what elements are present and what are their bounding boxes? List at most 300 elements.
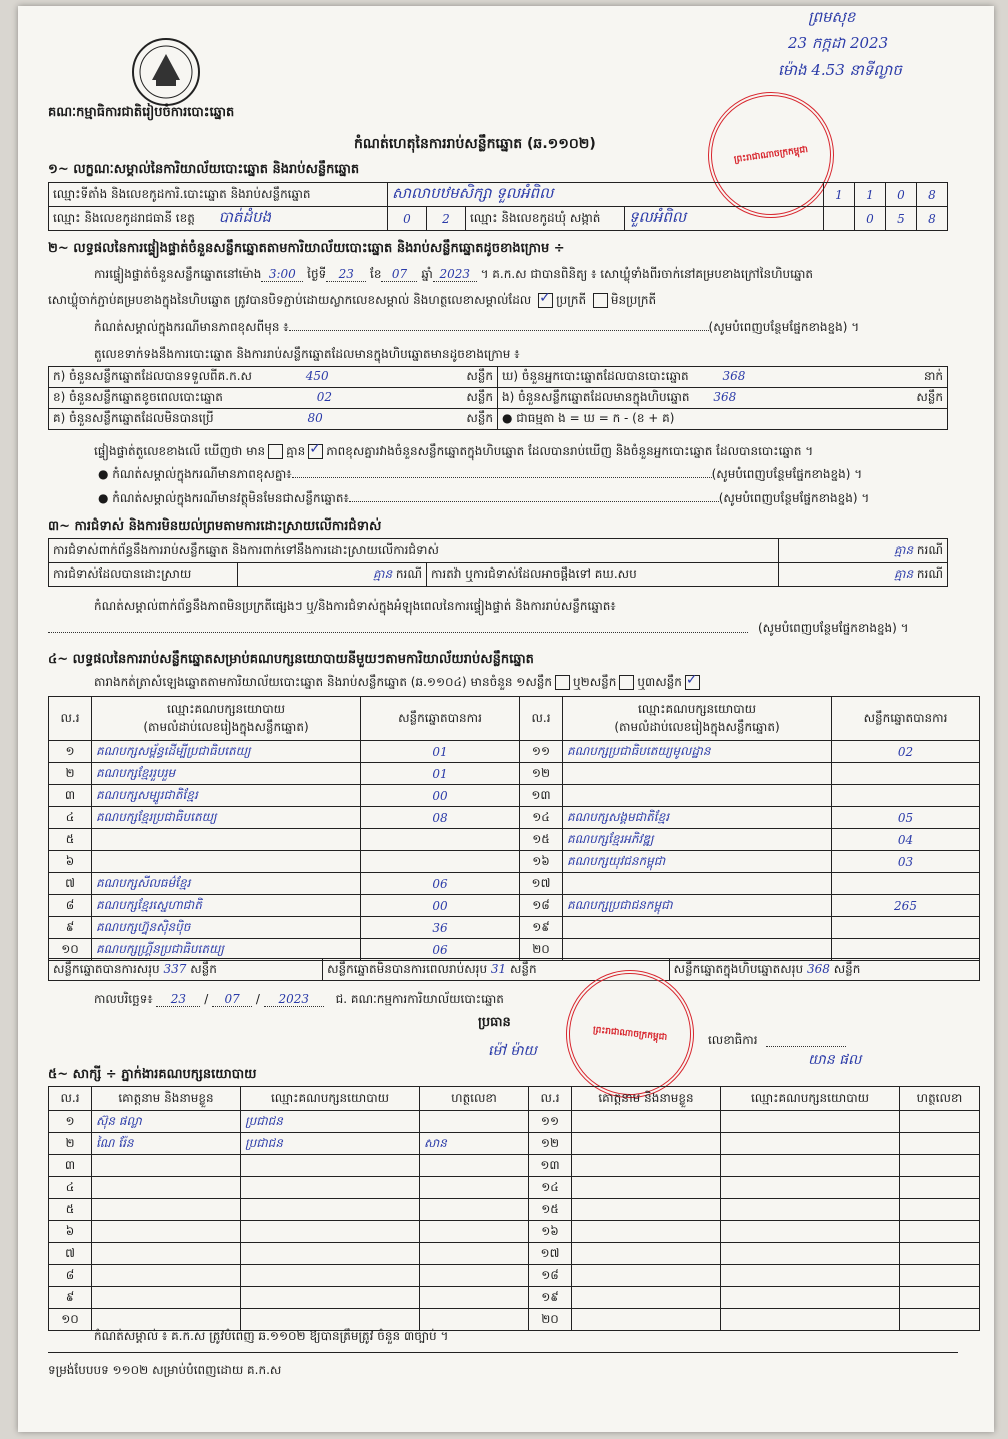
witness-name-right (572, 1221, 721, 1243)
section3-note: កំណត់សម្គាល់ពាក់ព័ន្ធនឹងភាពមិនប្រក្រតីផ្សេងៗ ឬ/និងការជំទាស់ក្នុងអំឡុងពេលនៃការផ្ទៀងផ្ទាត់ និងការរាប់សន្លឹកឆ្នោត៖ (94, 599, 616, 613)
count-e-value: 368 (713, 390, 737, 404)
witness-name-right (572, 1287, 721, 1309)
party-votes-right: 265 (832, 895, 980, 917)
code-digit: 8 (917, 183, 948, 207)
date-line: កាលបរិច្ឆេទ៖ 23 / 07 / 2023 ជ. គណៈកម្មការការិយាល័យបោះឆ្នោត (94, 992, 504, 1006)
witness-no-right: ១៤ (529, 1177, 572, 1199)
secretary-line (766, 1032, 846, 1047)
objection-row1-value-cell (779, 539, 948, 563)
witness-name-left: ណៃ រ៉ែន (92, 1133, 241, 1155)
party-votes-left: 36 (361, 917, 520, 939)
one-sheet-checkbox[interactable] (555, 675, 570, 690)
table-row (49, 1221, 980, 1243)
witness-sign-right (900, 1265, 980, 1287)
witness-party-right (721, 1265, 900, 1287)
party-votes-right: 04 (832, 829, 980, 851)
witness-name-left (92, 1199, 241, 1221)
form-sheet (18, 6, 994, 1432)
two-sheet-label: ឬ២សន្លឹក (573, 675, 617, 689)
party-votes-right (832, 873, 980, 895)
witness-no-right: ១៧ (529, 1243, 572, 1265)
witness-no-right: ១៩ (529, 1287, 572, 1309)
witness-no-left: ១ (49, 1111, 92, 1133)
count-d-unit: នាក់ (923, 369, 943, 383)
witness-no-right: ១២ (529, 1133, 572, 1155)
witness-name-right (572, 1309, 721, 1331)
objection-table (48, 538, 948, 587)
witness-sign-right (900, 1287, 980, 1309)
commune-label: ឈ្មោះ និងលេខកូដឃុំ សង្កាត់ (466, 207, 625, 231)
witness-sign-left (420, 1287, 529, 1309)
no-diff-label: គ្មាន (286, 444, 306, 458)
witness-party-left (241, 1265, 420, 1287)
witness-sign-right (900, 1309, 980, 1331)
party-name-left: គណបក្សហ្គ្រីនប្រជាធិបតេយ្យ (92, 939, 361, 961)
count-d-cell (498, 367, 948, 388)
table-row (49, 873, 980, 895)
commune-code-digit: 0 (855, 207, 886, 231)
province-code-digit: 2 (427, 207, 466, 231)
witness-no-left: ៤ (49, 1177, 92, 1199)
col-party-right-title: ឈ្មោះគណបក្សនយោបាយ (637, 701, 757, 716)
witness-col-name-right: គោត្តនាម និងនាមខ្លួន (572, 1087, 721, 1111)
stamp-text: ព្រះរាជាណាចក្រកម្ពុជា (733, 144, 809, 165)
witness-party-right (721, 1111, 900, 1133)
witness-name-right (572, 1177, 721, 1199)
witness-no-left: ៧ (49, 1243, 92, 1265)
party-no-left: ៧ (49, 873, 92, 895)
witness-party-left (241, 1155, 420, 1177)
date-year: 2023 (264, 992, 324, 1007)
count-b-unit: សន្លឹក (466, 390, 493, 404)
party-votes-right (832, 917, 980, 939)
party-name-left: គណបក្សសម្ព័ន្ធដើម្បីប្រជាធិបតេយ្យ (92, 741, 361, 763)
witness-party-left (241, 1199, 420, 1221)
table-row (49, 851, 980, 873)
party-votes-left: 01 (361, 763, 520, 785)
difference-note (94, 319, 859, 337)
chair-label: ប្រធាន (478, 1015, 511, 1030)
witness-party-right (721, 1287, 900, 1309)
objection-row1-unit: ករណី (916, 542, 943, 557)
commune-value: ទួលអំពិល (625, 207, 824, 231)
party-no-right: ១១ (520, 741, 563, 763)
party-no-left: ៨ (49, 895, 92, 917)
section3-title: ៣~ ការជំទាស់ និងការមិនយល់ព្រមតាមការដោះស្រាយលើការជំទាស់ (48, 519, 382, 534)
witness-name-left: ស៊ុន ផល្លា (92, 1111, 241, 1133)
verification-day-label: ថ្ងៃទី (307, 267, 327, 281)
difference-note-field[interactable] (289, 330, 709, 331)
secretary-label: លេខាធិការ (708, 1033, 758, 1047)
appeal-value: គ្មាន (894, 566, 914, 581)
three-sheet-checkbox[interactable] (685, 675, 700, 690)
comparison-after: ភាពខុសគ្នារវាងចំនួនសន្លឹកឆ្នោតក្នុងហិបឆ្នោត ដែលបានរាប់ឃើញ និងចំនួនអ្នកបោះឆ្នោត ដែលបានបោះឆ្នោត ។ (326, 444, 814, 458)
party-votes-left (361, 829, 520, 851)
total-box-label: សន្លឹកឆ្នោតក្នុងហិបឆ្នោតសរុប (673, 961, 804, 976)
verification-year: 2023 (433, 267, 477, 282)
official-stamp-bottom (560, 964, 701, 1105)
party-name-left: គណបក្សខ្មែរស្នេហាជាតិ (92, 895, 361, 917)
witness-sign-right (900, 1221, 980, 1243)
verification-line1 (94, 266, 974, 284)
three-sheet-label: ឬ៣សន្លឹក (637, 675, 682, 689)
party-votes-left: 00 (361, 895, 520, 917)
count-a-value: 450 (305, 369, 329, 383)
date-day: 23 (156, 992, 200, 1007)
party-no-left: ៦ (49, 851, 92, 873)
party-no-left: ៣ (49, 785, 92, 807)
comparison-line (94, 443, 813, 461)
witness-no-left: ២ (49, 1133, 92, 1155)
col-votes-right: សន្លឹកឆ្នោតបានការ (832, 697, 980, 741)
witness-name-left (92, 1155, 241, 1177)
count-a-unit: សន្លឹក (466, 369, 493, 383)
verification-year-label: ឆ្នាំ (421, 267, 433, 281)
witness-col-party-right: ឈ្មោះគណបក្សនយោបាយ (721, 1087, 900, 1111)
party-votes-right (832, 785, 980, 807)
table-row (49, 829, 980, 851)
party-no-right: ១២ (520, 763, 563, 785)
total-valid-label: សន្លឹកឆ្នោតបានការសរុប (53, 961, 160, 976)
witness-name-left (92, 1287, 241, 1309)
bullet1-label: ● កំណត់សម្គាល់ក្នុងករណីមានភាពខុសគ្នា៖ (98, 467, 292, 481)
commune-code-digit: 8 (917, 207, 948, 231)
count-c-value: 80 (307, 411, 323, 425)
party-no-left: ១ (49, 741, 92, 763)
count-c-unit: សន្លឹក (466, 411, 493, 425)
witness-name-left (92, 1243, 241, 1265)
col-party-left-title: ឈ្មោះគណបក្សនយោបាយ (166, 701, 286, 716)
count-d-value: 368 (722, 369, 746, 383)
party-name-left: គណបក្សសម្បូរជាតិខ្មែរ (92, 785, 361, 807)
resolved-label: ការជំទាស់ដែលបានដោះស្រាយ (49, 563, 238, 587)
date-month: 07 (212, 992, 252, 1007)
witness-name-right (572, 1111, 721, 1133)
witness-col-no-left: ល.រ (49, 1087, 92, 1111)
normal-label: ប្រក្រតី (556, 293, 587, 307)
col-no-right: ល.រ (520, 697, 563, 741)
receipt-note-line1: ព្រមសុខ (808, 8, 856, 26)
count-a-label: ក) ចំនួនសន្លឹកឆ្នោតដែលបានទទួលពីគ.ក.ស (53, 369, 252, 383)
footer-text: ទម្រង់បែបបទ ១១០២ សម្រាប់បំពេញដោយ គ.ក.ស (48, 1363, 282, 1377)
normal-checkbox[interactable] (538, 293, 553, 308)
count-b-cell (49, 388, 498, 409)
witness-sign-left (420, 1221, 529, 1243)
party-name-left (92, 851, 361, 873)
witness-name-left (92, 1177, 241, 1199)
witness-name-left (92, 1221, 241, 1243)
party-no-right: ១៥ (520, 829, 563, 851)
verification-text-b: ។ គ.ក.ស ជាបានពិនិត្យ ៖ សោឃ្លុំទាំងពីរចាក់នៅគម្របខាងក្រៅនៃហិបឆ្នោត (480, 267, 814, 281)
verification-line2 (48, 292, 656, 310)
section2-title: ២~ លទ្ធផលនៃការផ្ទៀងផ្ទាត់ចំនួនសន្លឹកឆ្នោតតាមការិយាល័យបោះឆ្នោត និងរាប់សន្លឹកឆ្នោតដូចខាងក្រោម ÷ (48, 241, 565, 256)
formula-cell (498, 409, 948, 430)
bullet2-field[interactable] (349, 501, 719, 502)
no-diff-checkbox[interactable] (308, 444, 323, 459)
total-valid-unit: សន្លឹក (190, 961, 217, 976)
witness-no-right: ២០ (529, 1309, 572, 1331)
date-label: កាលបរិច្ឆេទ៖ (94, 992, 153, 1006)
footnote: កំណត់សម្គាល់ ៖ គ.ក.ស ត្រូវបំពេញ ឆ.១១០២ ឱ្យបានត្រឹមត្រូវ ចំនួន ៣ច្បាប់ ។ (94, 1329, 449, 1343)
stamp-text-bottom: ព្រះរាជាណាចក្រកម្ពុជា (592, 1024, 668, 1043)
empty-cell (824, 207, 855, 231)
party-name-right: គណបក្សប្រជាធិបតេយ្យមូលដ្ឋាន (563, 741, 832, 763)
witness-no-left: ៦ (49, 1221, 92, 1243)
table-row (49, 895, 980, 917)
col-party-left (92, 697, 361, 741)
party-name-left: គណបក្សហ្វ៊ុនស៊ិនប៉ិច (92, 917, 361, 939)
difference-note-label: កំណត់សម្គាល់ក្នុងករណីមានភាពខុសពីមុន ៖ (94, 320, 289, 334)
witness-sign-left: សាន (420, 1133, 529, 1155)
verification-time: 3:00 (261, 267, 303, 282)
formula-text: ● ជាធម្មតា ង = ឃ = ក - (ខ + គ) (502, 411, 675, 425)
count-d-label: ឃ) ចំនួនអ្នកបោះឆ្នោតដែលបានបោះឆ្នោត (502, 369, 689, 383)
col-votes-left: សន្លឹកឆ្នោតបានការ (361, 697, 520, 741)
witness-no-right: ១៥ (529, 1199, 572, 1221)
witness-no-left: ៨ (49, 1265, 92, 1287)
province-label-text: ឈ្មោះ និងលេខកូដរាជធានី ខេត្ត (53, 210, 195, 225)
resolved-value-cell (238, 563, 427, 587)
witness-no-left: ៩ (49, 1287, 92, 1309)
total-valid-cell (49, 959, 323, 981)
code-digit: 0 (886, 183, 917, 207)
table-row (49, 807, 980, 829)
code-digit: 1 (824, 183, 855, 207)
party-no-left: ២ (49, 763, 92, 785)
total-invalid-unit: សន្លឹក (510, 961, 537, 976)
witness-name-right (572, 1243, 721, 1265)
org-name: គណៈកម្មាធិការជាតិរៀបចំការបោះឆ្នោត (48, 105, 235, 120)
witness-sign-left (420, 1265, 529, 1287)
party-name-right: គណបក្សប្រជាជនកម្ពុជា (563, 895, 832, 917)
witness-name-left (92, 1265, 241, 1287)
party-name-left: គណបក្សខ្មែរប្រជាធិបតេយ្យ (92, 807, 361, 829)
party-votes-right: 02 (832, 741, 980, 763)
location-label: ឈ្មោះទីតាំង និងលេខកូដការិ.បោះឆ្នោត និងរាប់សន្លឹកឆ្នោត (49, 183, 388, 207)
witness-party-left (241, 1287, 420, 1309)
party-no-left: ១០ (49, 939, 92, 961)
count-e-unit: សន្លឹក (916, 390, 943, 404)
province-value: បាត់ដំបង (218, 207, 272, 226)
table-row (49, 917, 980, 939)
bullet2-hint: (សូមបំពេញបន្ថែមផ្នែកខាងខ្នង) ។ (718, 491, 870, 505)
commune-code-digit: 5 (886, 207, 917, 231)
witness-col-party-left: ឈ្មោះគណបក្សនយោបាយ (241, 1087, 420, 1111)
table-row (49, 1265, 980, 1287)
witness-col-sign-left: ហត្ថលេខា (420, 1087, 529, 1111)
witness-sign-left (420, 1199, 529, 1221)
party-votes-right: 03 (832, 851, 980, 873)
witness-sign-right (900, 1111, 980, 1133)
code-digit: 1 (855, 183, 886, 207)
col-party-right (563, 697, 832, 741)
appeal-value-cell (779, 563, 948, 587)
resolved-value: គ្មាន (373, 566, 393, 581)
witness-sign-right (900, 1243, 980, 1265)
count-a-cell (49, 367, 498, 388)
witness-party-left (241, 1243, 420, 1265)
table-row (49, 1243, 980, 1265)
counts-subtitle: តួលេខទាក់ទងនឹងការបោះឆ្នោត និងការរាប់សន្លឹកឆ្នោតដែលមានក្នុងហិបឆ្នោតមានដូចខាងក្រោម ៖ (94, 347, 520, 361)
nec-logo (130, 36, 202, 108)
party-name-right (563, 917, 832, 939)
difference-note-hint: (សូមបំពេញបន្ថែមផ្នែកខាងខ្នង) ។ (708, 320, 860, 334)
section4-intro-text: តារាងកត់ត្រាសំឡេងឆ្នោតតាមការិយាល័យបោះឆ្នោត និងរាប់សន្លឹកឆ្នោត (ឆ.១១០៤) មានចំនួន ១សន្លឹក (94, 675, 552, 689)
table-row (49, 1111, 980, 1133)
witness-no-right: ១១ (529, 1111, 572, 1133)
witness-table (48, 1086, 980, 1331)
section5-title: ៥~ សាក្សី ÷ ភ្នាក់ងារគណបក្សនយោបាយ (48, 1067, 257, 1082)
witness-party-left: ប្រជាជន (241, 1133, 420, 1155)
verification-month: 07 (381, 267, 417, 282)
witness-party-right (721, 1221, 900, 1243)
witness-rows (49, 1111, 980, 1331)
table-row (49, 1199, 980, 1221)
location-value: សាលាបឋមសិក្សា ទួលអំពិល (388, 183, 824, 207)
section4-intro (94, 674, 703, 692)
party-no-right: ១៣ (520, 785, 563, 807)
party-rows (49, 741, 980, 961)
party-name-right: គណបក្សយុវជនកម្ពុជា (563, 851, 832, 873)
party-no-right: ១៧ (520, 873, 563, 895)
col-no-left: ល.រ (49, 697, 92, 741)
witness-no-right: ១៦ (529, 1221, 572, 1243)
table-row (49, 785, 980, 807)
col-party-right-sub: (តាមលំដាប់លេខរៀងក្នុងសន្លឹកឆ្នោត) (614, 719, 780, 734)
receipt-note-line3: ម៉ោង 4.53 នាទីល្ងាច (778, 61, 902, 79)
party-no-right: ១៨ (520, 895, 563, 917)
party-votes-left: 00 (361, 785, 520, 807)
party-votes-left (361, 851, 520, 873)
party-no-right: ១៤ (520, 807, 563, 829)
table-row (49, 1287, 980, 1309)
witness-name-right (572, 1133, 721, 1155)
witness-sign-left (420, 1243, 529, 1265)
party-results-table (48, 696, 980, 961)
witness-party-right (721, 1133, 900, 1155)
party-votes-left: 06 (361, 939, 520, 961)
table-row (49, 1133, 980, 1155)
objection-row1-value: គ្មាន (894, 542, 914, 557)
witness-sign-left (420, 1155, 529, 1177)
count-e-cell (498, 388, 948, 409)
party-name-right (563, 763, 832, 785)
count-b-label: ខ) ចំនួនសន្លឹកឆ្នោតខូចពេលបោះឆ្នោត (53, 390, 223, 404)
totals-table (48, 958, 980, 981)
party-votes-left: 01 (361, 741, 520, 763)
witness-name-right (572, 1155, 721, 1177)
abnormal-label: មិនប្រក្រតី (610, 293, 657, 307)
objection-row1-label: ការជំទាស់ពាក់ព័ន្ធនឹងការរាប់សន្លឹកឆ្នោត និងការពាក់ទៅនឹងការដោះស្រាយលើការជំទាស់ (49, 539, 779, 563)
verification-day: 23 (326, 267, 366, 282)
witness-name-right (572, 1265, 721, 1287)
witness-sign-right (900, 1199, 980, 1221)
party-no-left: ៥ (49, 829, 92, 851)
two-sheet-checkbox[interactable] (619, 675, 634, 690)
bullet2-label: ● កំណត់សម្គាល់ក្នុងករណីមានវត្ថុមិនមែនជាសន្លឹកឆ្នោត៖ (98, 491, 349, 505)
witness-party-right (721, 1177, 900, 1199)
section1-table (48, 182, 948, 231)
party-name-right (563, 785, 832, 807)
counts-table (48, 366, 948, 430)
total-box-cell (669, 959, 979, 981)
bullet1-hint: (សូមបំពេញបន្ថែមផ្នែកខាងខ្នង) ។ (711, 467, 863, 481)
count-c-label: គ) ចំនួនសន្លឹកឆ្នោតដែលមិនបានប្រើ (53, 411, 214, 425)
witness-name-right (572, 1199, 721, 1221)
party-name-left: គណបក្សសីលធម៌ខ្មែរ (92, 873, 361, 895)
witness-sign-left (420, 1177, 529, 1199)
abnormal-checkbox[interactable] (593, 293, 608, 308)
bullet1-line (98, 466, 862, 484)
resolved-unit: ករណី (395, 566, 422, 581)
chair-signature: ម៉ៅ ម៉ាយ (488, 1043, 537, 1059)
form-title: កំណត់ហេតុនៃការរាប់សន្លឹកឆ្នោត (ឆ.១១០២) (354, 136, 596, 152)
party-no-right: ២០ (520, 939, 563, 961)
party-name-right: គណបក្សខ្មែរអភិវឌ្ឍ (563, 829, 832, 851)
witness-party-right (721, 1243, 900, 1265)
has-diff-checkbox[interactable] (268, 444, 283, 459)
witness-sign-right (900, 1133, 980, 1155)
total-invalid-value: 31 (490, 961, 507, 976)
bullet1-field[interactable] (292, 477, 712, 478)
footer-rule (48, 1352, 958, 1353)
witness-sign-left (420, 1111, 529, 1133)
table-row (49, 741, 980, 763)
comparison-text: ផ្ទៀងផ្ទាត់តួលេខខាងលើ ឃើញថា មាន (94, 444, 266, 458)
verification-month-label: ខែ (370, 267, 382, 281)
witness-party-right (721, 1199, 900, 1221)
party-no-left: ៤ (49, 807, 92, 829)
appeal-unit: ករណី (916, 566, 943, 581)
witness-col-sign-right: ហត្ថលេខា (900, 1087, 980, 1111)
col-party-left-sub: (តាមលំដាប់លេខរៀងក្នុងសន្លឹកឆ្នោត) (143, 719, 309, 734)
verification-text-c: សោឃ្លុំចាក់ភ្ជាប់គម្របខាងក្នុងនៃហិបឆ្នោត ត្រូវបានបិទភ្ជាប់ដោយស្លាកលេខសម្គាល់ និងហត្ថលេខាសម្គាល់ដែល (48, 293, 532, 307)
party-name-left: គណបក្សខ្មែររួបរួម (92, 763, 361, 785)
receipt-note-line2: 23 កក្កដា 2023 (788, 34, 889, 52)
witness-no-left: ៥ (49, 1199, 92, 1221)
count-e-label: ង) ចំនួនសន្លឹកឆ្នោតដែលមានក្នុងហិបឆ្នោត (502, 390, 690, 404)
witness-no-left: ៣ (49, 1155, 92, 1177)
table-row (49, 763, 980, 785)
party-no-right: ១៩ (520, 917, 563, 939)
witness-party-right (721, 1309, 900, 1331)
witness-col-name-left: គោត្តនាម និងនាមខ្លួន (92, 1087, 241, 1111)
appeal-label: ការតវ៉ា ឬការជំទាស់ដែលអាចផ្តឹងទៅ គឃ.សប (427, 563, 779, 587)
witness-party-right (721, 1155, 900, 1177)
section3-note-field[interactable] (48, 632, 748, 633)
section4-title: ៤~ លទ្ធផលនៃការរាប់សន្លឹកឆ្នោតសម្រាប់គណបក្សនយោបាយនីមួយៗតាមការិយាល័យរាប់សន្លឹកឆ្នោត (48, 652, 534, 667)
section1-title: ១~ លក្ខណៈសម្គាល់នៃការិយាល័យបោះឆ្នោត និងរាប់សន្លឹកឆ្នោត (48, 162, 360, 177)
total-box-value: 368 (806, 961, 830, 976)
total-box-unit: សន្លឹក (833, 961, 861, 976)
party-name-right (563, 873, 832, 895)
party-votes-left: 08 (361, 807, 520, 829)
count-b-value: 02 (316, 390, 333, 404)
witness-col-no-right: ល.រ (529, 1087, 572, 1111)
party-no-right: ១៦ (520, 851, 563, 873)
witness-party-left (241, 1177, 420, 1199)
witness-no-right: ១៨ (529, 1265, 572, 1287)
total-valid-value: 337 (163, 961, 187, 976)
committee-label: ជ. គណៈកម្មការការិយាល័យបោះឆ្នោត (335, 992, 504, 1006)
party-name-right: គណបក្សសង្គមជាតិខ្មែរ (563, 807, 832, 829)
witness-sign-right (900, 1177, 980, 1199)
secretary-signature: យាន ផល (808, 1052, 862, 1068)
province-code-digit: 0 (388, 207, 427, 231)
province-label (49, 207, 388, 231)
witness-party-left: ប្រជាជន (241, 1111, 420, 1133)
party-votes-right (832, 763, 980, 785)
